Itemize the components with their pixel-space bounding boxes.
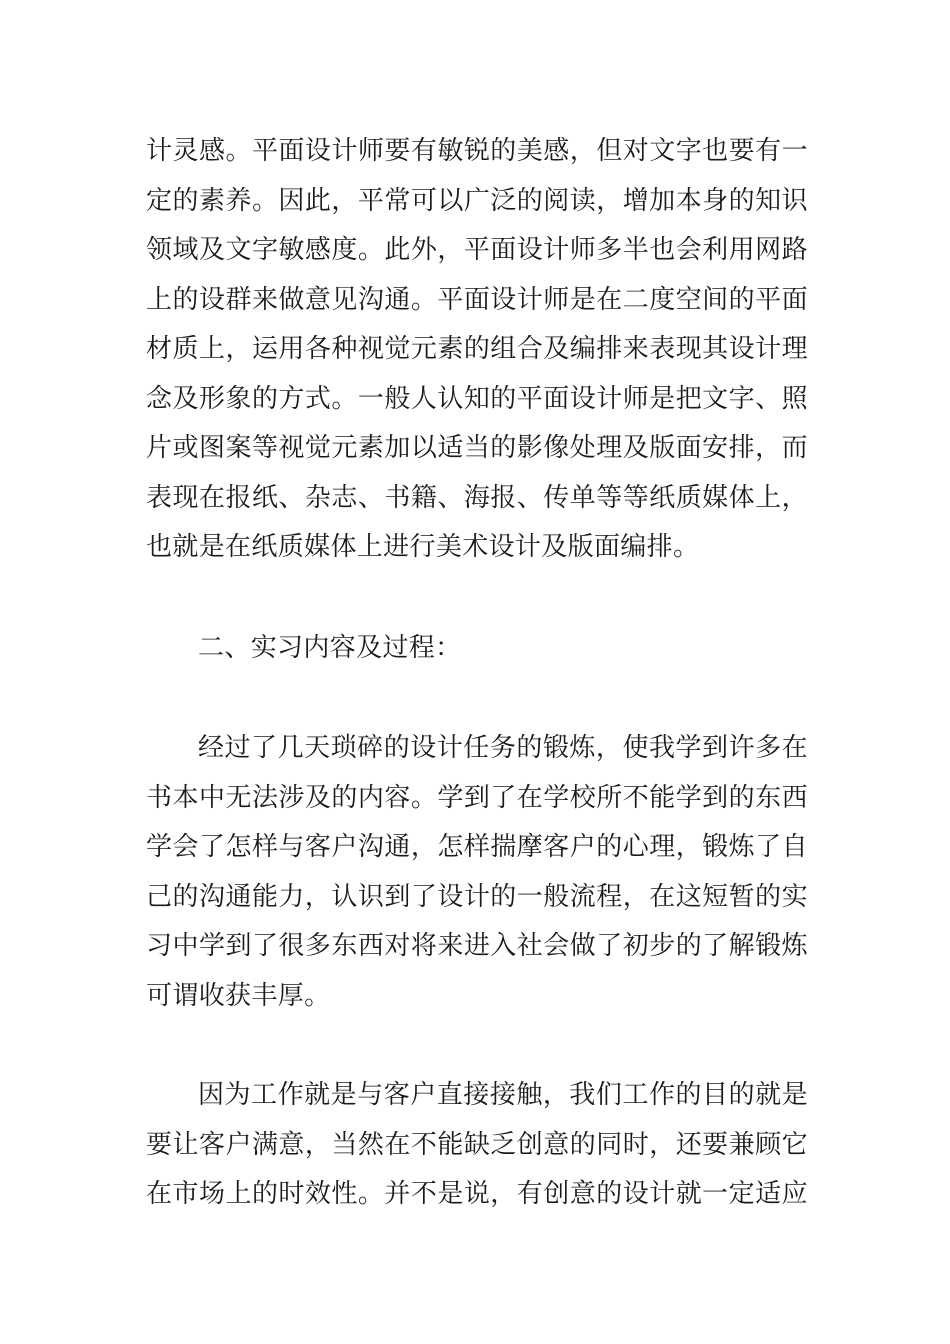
text-line: 书本中无法涉及的内容。学到了在学校所不能学到的东西 [146, 782, 808, 813]
text-line: 材质上，运用各种视觉元素的组合及编排来表现其设计理 [146, 334, 808, 364]
text-line: 念及形象的方式。一般人认知的平面设计师是把文字、照 [146, 383, 808, 414]
text-line: 在市场上的时效性。并不是说，有创意的设计就一定适应 [146, 1179, 808, 1209]
text-line: 因为工作就是与客户直接接触，我们工作的目的就是 [198, 1080, 808, 1110]
paragraph-internship-gains [146, 724, 808, 1021]
text-line: 定的素养。因此，平常可以广泛的阅读，增加本身的知识 [146, 185, 808, 216]
text-line: 习中学到了很多东西对将来进入社会做了初步的了解锻炼 [146, 931, 808, 961]
text-line: 己的沟通能力，认识到了设计的一般流程，在这短暂的实 [146, 881, 808, 912]
text-line: 计灵感。平面设计师要有敏锐的美感，但对文字也要有一 [146, 136, 808, 166]
text-line: 经过了几天琐碎的设计任务的锻炼，使我学到许多在 [198, 733, 808, 763]
section-heading: 二、实习内容及过程： [198, 633, 462, 663]
text-line: 上的设群来做意见沟通。平面设计师是在二度空间的平面 [146, 284, 808, 315]
text-line: 要让客户满意，当然在不能缺乏创意的同时，还要兼顾它 [146, 1129, 808, 1160]
paragraph-design-intro [146, 127, 808, 573]
text-line: 领域及文字敏感度。此外，平面设计师多半也会利用网路 [146, 235, 808, 265]
text-line: 表现在报纸、杂志、书籍、海报、传单等等纸质媒体上， [146, 482, 808, 513]
paragraph-client-work [146, 1071, 808, 1220]
text-line: 学会了怎样与客户沟通，怎样揣摩客户的心理，锻炼了自 [146, 832, 808, 862]
text-line: 片或图案等视觉元素加以适当的影像处理及版面安排，而 [146, 433, 808, 463]
text-line: 可谓收获丰厚。 [146, 980, 331, 1011]
text-line: 也就是在纸质媒体上进行美术设计及版面编排。 [146, 532, 700, 562]
